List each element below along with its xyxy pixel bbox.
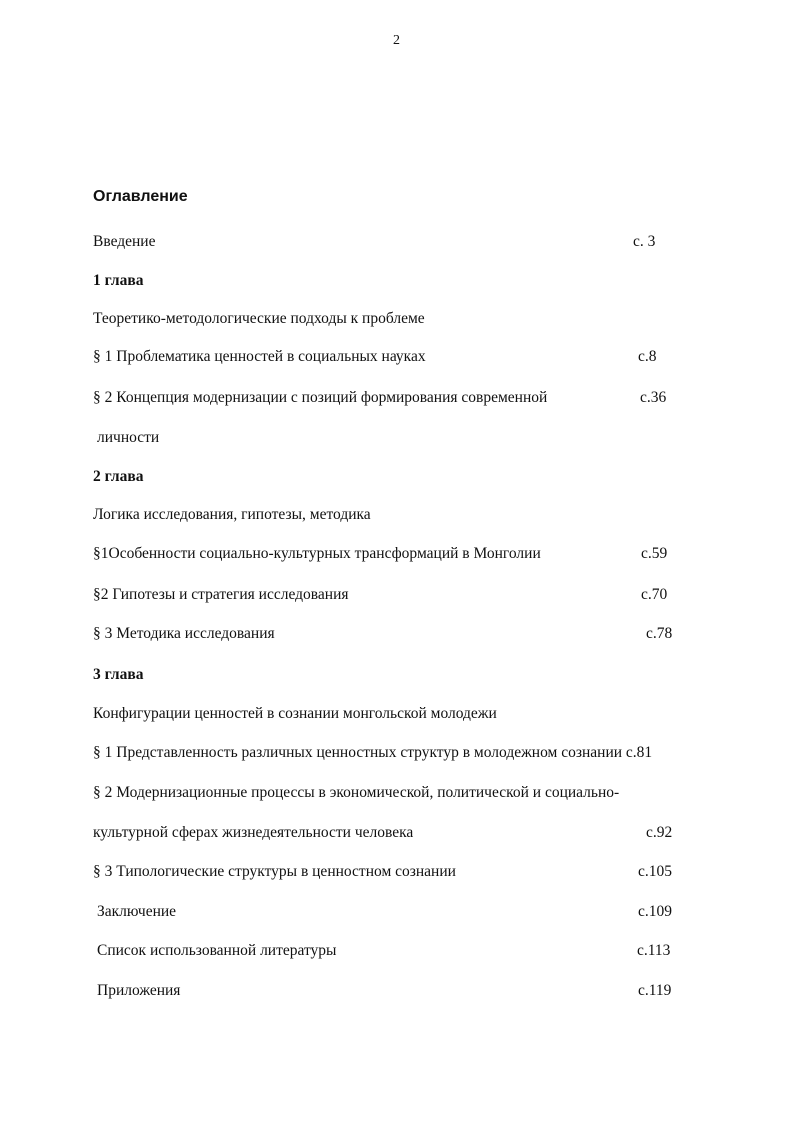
chapter2-section2-label: §2 Гипотезы и стратегия исследования [93, 586, 349, 603]
chapter3-section2-label-cont: культурной сферах жизнедеятельности человека [93, 824, 414, 841]
toc-appendices-label: Приложения [97, 982, 181, 999]
chapter3-section1-label: § 1 Представленность различных ценностных структур в молодежном сознании с.81 [93, 744, 653, 761]
chapter2-heading: 2 глава [93, 468, 144, 485]
chapter1-section1-page: с.8 [638, 348, 657, 365]
chapter1-heading: 1 глава [93, 272, 144, 289]
toc-intro-label: Введение [93, 233, 156, 250]
chapter3-heading: 3 глава [93, 666, 144, 683]
chapter1-section1-label: § 1 Проблематика ценностей в социальных науках [93, 348, 426, 365]
toc-title: Оглавление [93, 188, 188, 205]
chapter3-section2-page: с.92 [646, 824, 673, 841]
chapter2-section3-label: § 3 Методика исследования [93, 625, 275, 642]
chapter2-section2-page: с.70 [641, 586, 668, 603]
chapter1-section2-label-cont: личности [97, 429, 160, 446]
chapter2-section1-page: с.59 [641, 545, 668, 562]
toc-references-label: Список использованной литературы [97, 942, 337, 959]
chapter1-section2-label: § 2 Концепция модернизации с позиций формирования современной [93, 389, 548, 406]
chapter3-section3-page: с.105 [638, 863, 673, 880]
chapter3-section3-label: § 3 Типологические структуры в ценностном сознании [93, 863, 456, 880]
chapter1-section2-page: с.36 [640, 389, 667, 406]
toc-references-page: с.113 [637, 942, 671, 959]
chapter2-section1-label: §1Особенности социально-культурных трансформаций в Монголии [93, 545, 541, 562]
chapter2-section3-page: с.78 [646, 625, 673, 642]
chapter2-title: Логика исследования, гипотезы, методика [93, 506, 371, 523]
page-number: 2 [393, 33, 400, 48]
chapter3-title: Конфигурации ценностей в сознании монгольской молодежи [93, 705, 497, 722]
chapter1-title: Теоретико-методологические подходы к проблеме [93, 310, 425, 327]
toc-intro-page: с. 3 [633, 233, 656, 250]
toc-conclusion-label: Заключение [97, 903, 177, 920]
chapter3-section2-label: § 2 Модернизационные процессы в экономической, политической и социально- [93, 784, 620, 801]
toc-conclusion-page: с.109 [638, 903, 673, 920]
toc-appendices-page: с.119 [638, 982, 672, 999]
